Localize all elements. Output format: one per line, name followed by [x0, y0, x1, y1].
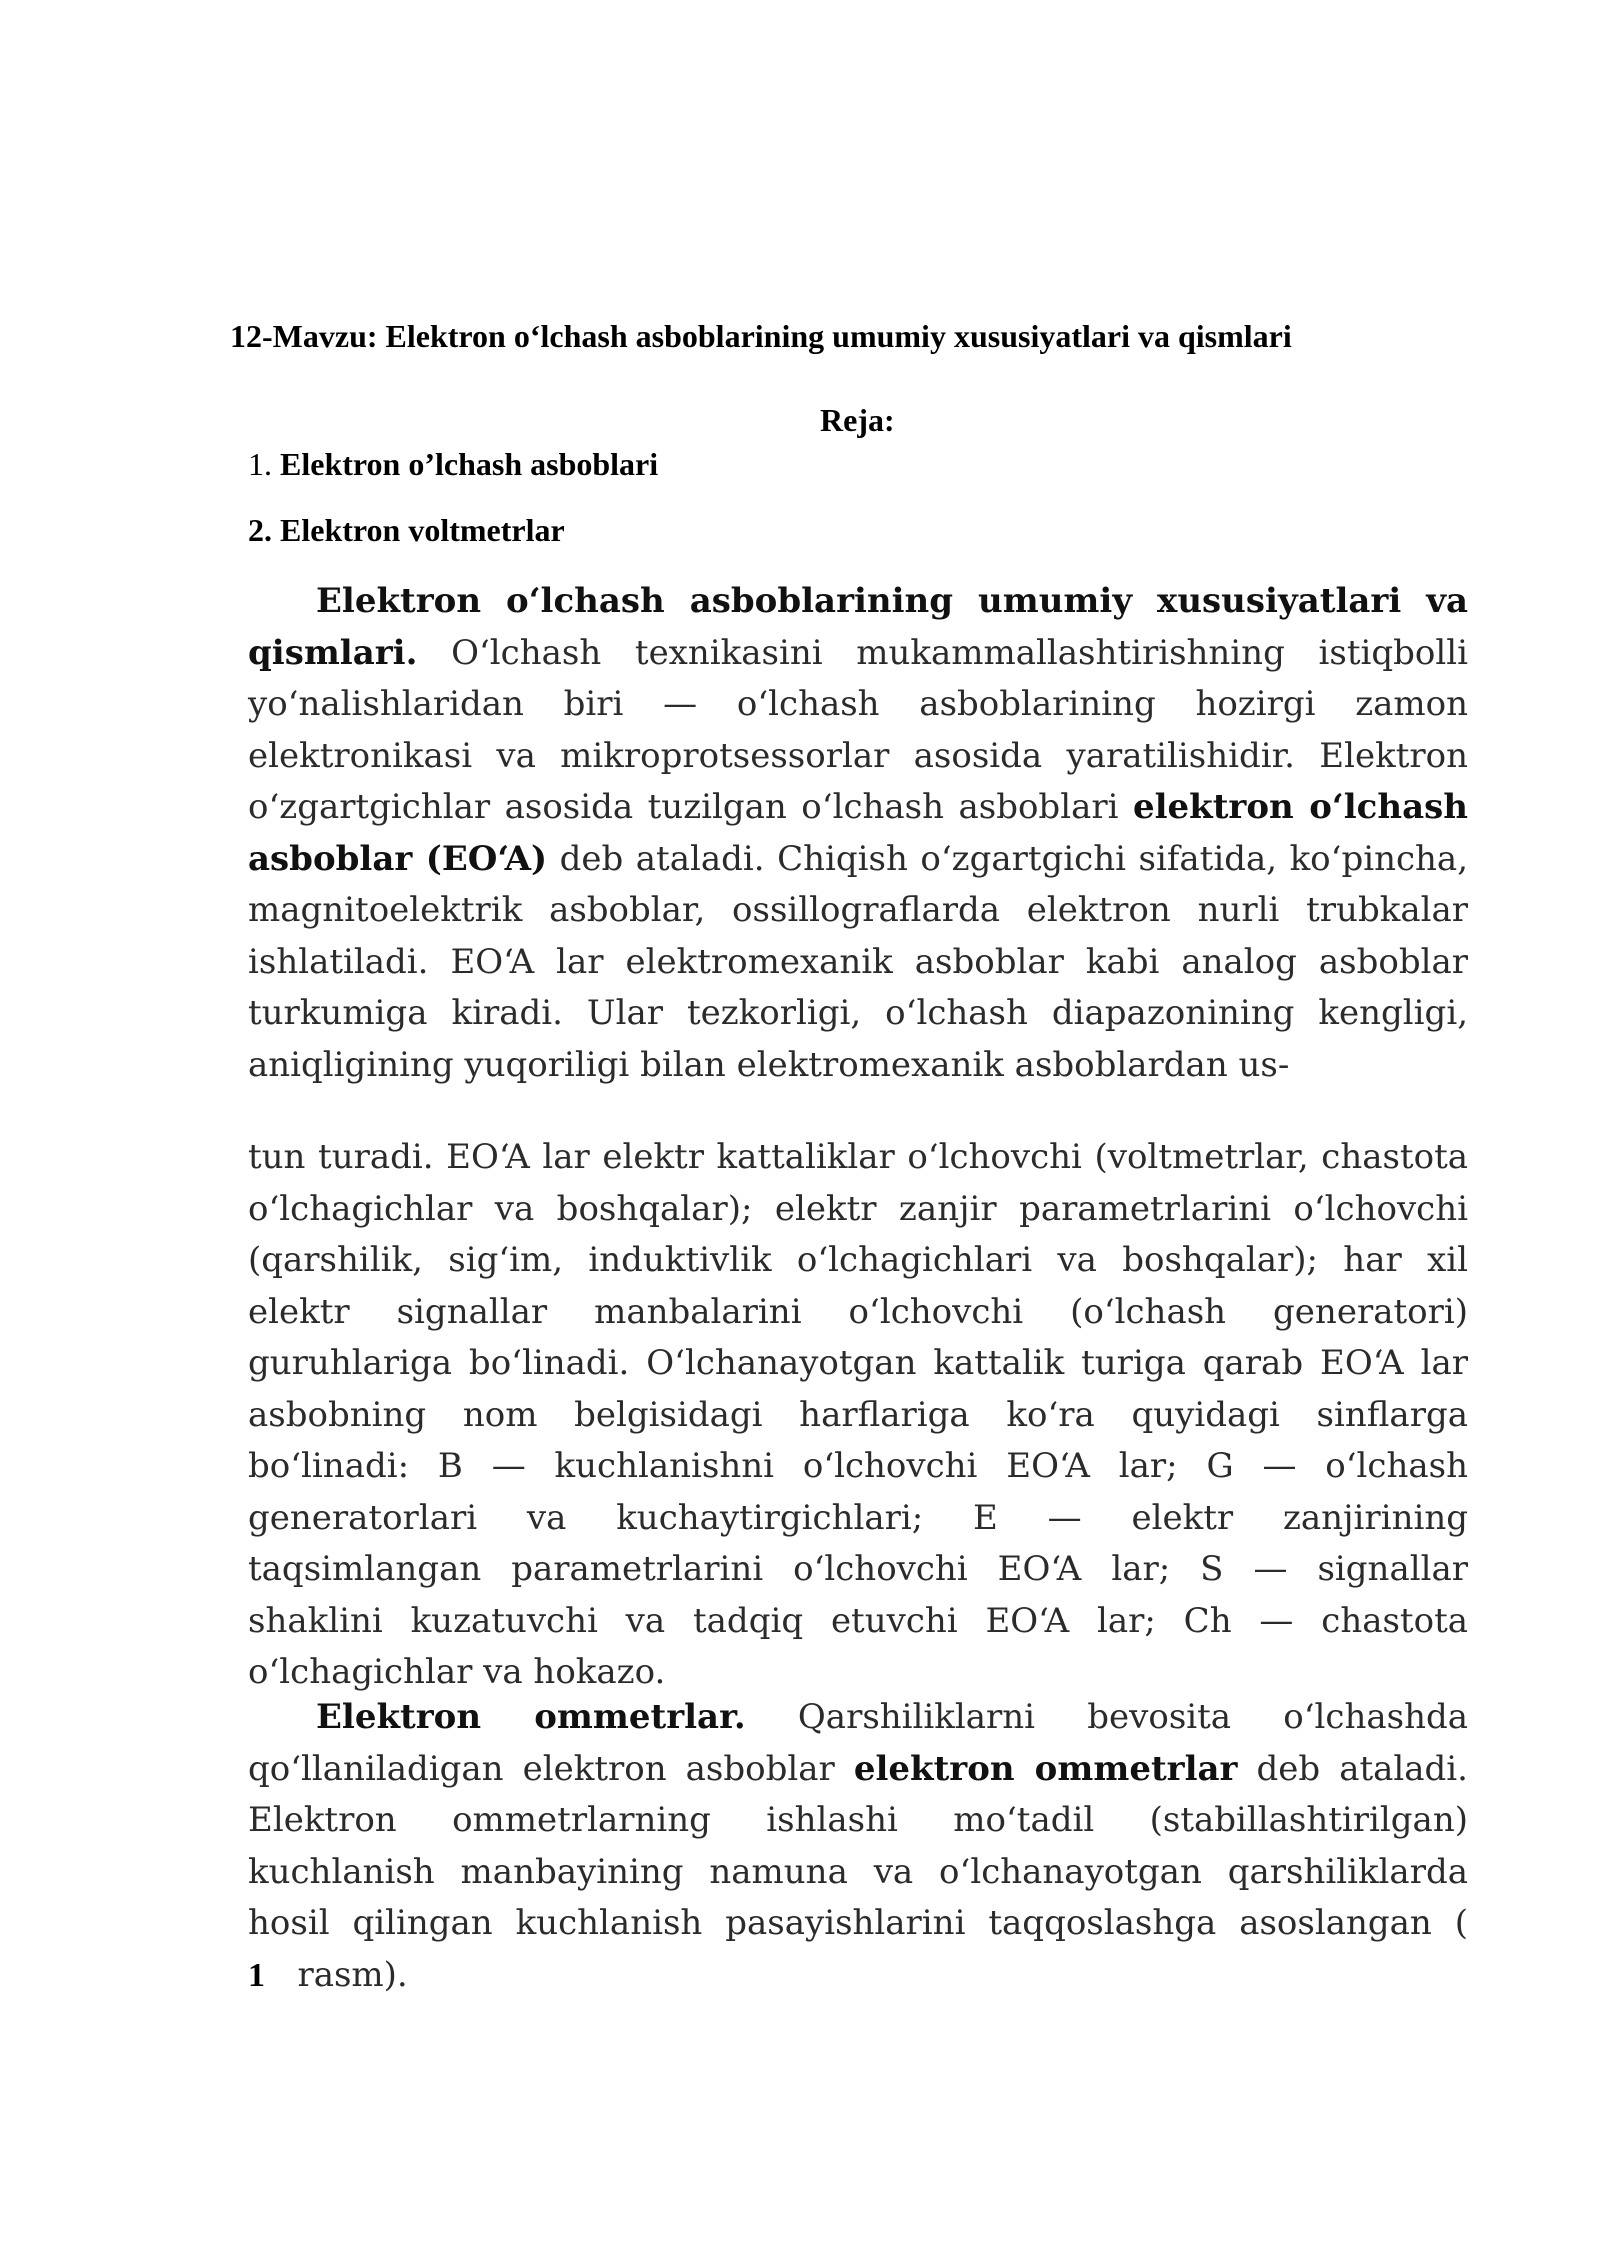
- paragraph-text: rasm).: [297, 1954, 408, 1995]
- bold-term: elektron o‘lchash asboblar (EO‘A): [248, 787, 1469, 879]
- section-heading: Elektron ommetrlar.: [316, 1697, 746, 1737]
- paragraph: [248, 1132, 1468, 1699]
- paragraph-text: O‘lchash texnikasini mukammallashtirishning istiqbolli yo‘nalishlaridan biri — o‘lchash asboblarining hozirgi zamon elektronikasi va mikroprotsessorlar asosida yaratilishidir. Elektron o‘zgartgichlar asosida tuzilgan o‘lchash asboblari: [248, 632, 1469, 827]
- section-heading: Elektron o‘lchash asboblarining umumiy xususiyatlari va qismlari.: [248, 581, 1468, 673]
- plan-item-number: 2.: [248, 512, 272, 548]
- plan-item: [248, 512, 565, 549]
- paragraph-text: deb ataladi. Elektron ommetrlarning ishlashi mo‘tadil (stabillashtirilgan) kuchlanish manbayining namuna va o‘lchanayotgan qarshiliklarda hosil qilingan kuchlanish pasayishlarini taqqoslashga asoslangan (: [248, 1748, 1468, 1943]
- page-title: 12-Mavzu: Elektron o‘lchash asboblarining umumiy xususiyatlari va qismlari: [230, 318, 1292, 354]
- section-ohmmeters: [248, 1692, 1468, 2001]
- plan-item-text: Elektron voltmetrlar: [280, 512, 565, 548]
- section-general-properties: [248, 576, 1468, 1091]
- plan-item-number: 1.: [248, 446, 272, 482]
- plan-item-text: Elektron o’lchash asboblari: [280, 446, 659, 482]
- paragraph-text: deb ataladi. Chiqish o‘zgartgichi sifatida, ko‘pincha, magnitoelektrik asboblar, ossillograflarda elektron nurli trubkalar ishlatiladi. EO‘A lar elektromexanik asboblar kabi analog asboblar turkumiga kiradi. Ular tezkorligi, o‘lchash diapazonining kengligi, aniqligining yuqoriligi bilan elektromexanik asboblardan us-: [248, 838, 1469, 1085]
- bold-term: elektron ommetrlar: [853, 1748, 1238, 1789]
- figure-reference: 1: [248, 1956, 265, 1994]
- section-classification: [248, 1132, 1468, 1699]
- paragraph: [248, 576, 1468, 1091]
- paragraph-text: Qarshiliklarni bevosita o‘lchashda qo‘llaniladigan elektron asboblar: [248, 1697, 1469, 1789]
- plan-item: [248, 446, 658, 483]
- plan-heading: Reja:: [820, 402, 895, 438]
- paragraph-text: tun turadi. EO‘A lar elektr kattaliklar o‘lchovchi (voltmetrlar, chastota o‘lchagichlar va boshqalar); elektr zanjir parametrlarini o‘lchovchi (qarshilik, sig‘im, induktivlik o‘lchagichlari va boshqalar); har xil elektr signallar manbalarini o‘lchovchi (o‘lchash generatori) guruhlariga bo‘linadi. O‘lchanayotgan kattalik turiga qarab EO‘A lar asbobning nom belgisidagi harflariga ko‘ra quyidagi sinflarga bo‘linadi: B — kuchlanishni o‘lchovchi EO‘A lar; G — o‘lchash generatorlari va kuchaytirgichlari; E — elektr zanjirining taqsimlangan parametrlarini o‘lchovchi EO‘A lar; S — signallar shaklini kuzatuvchi va tadqiq etuvchi EO‘A lar; Ch — chastota o‘lchagichlar va hokazo.: [248, 1137, 1468, 1692]
- paragraph: [248, 1692, 1468, 2001]
